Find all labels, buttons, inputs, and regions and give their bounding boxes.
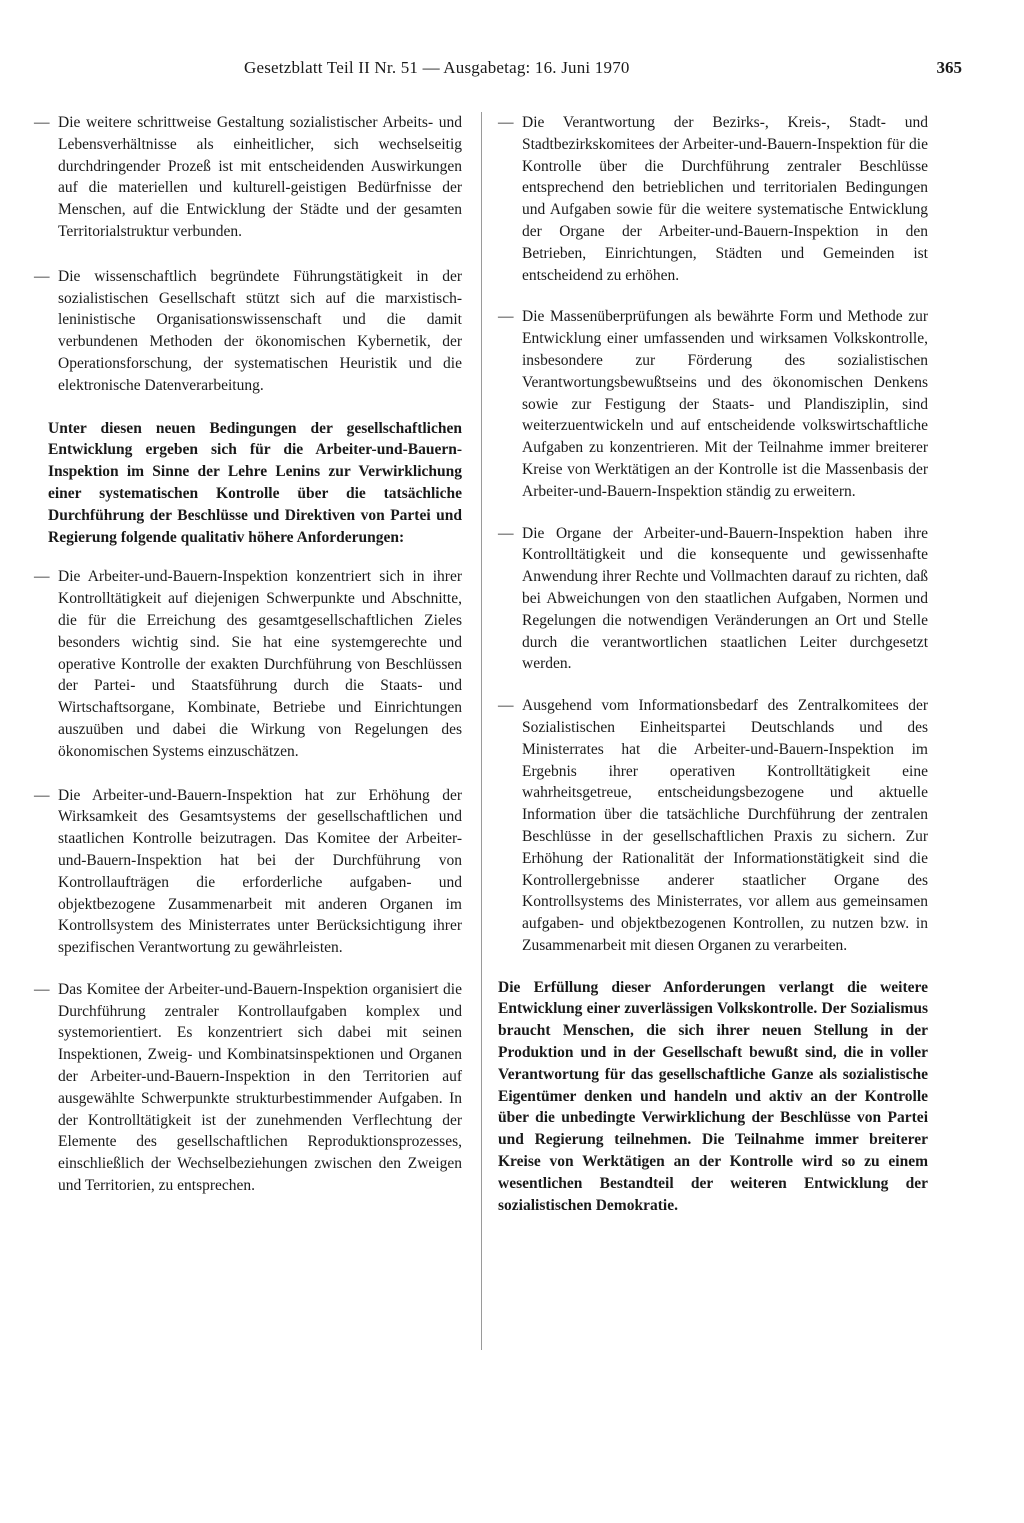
list-item: [34, 979, 462, 1197]
dash-bullet: —: [34, 786, 50, 804]
list-item: [498, 523, 928, 676]
bold-paragraph: Die Erfüllung dieser Anforderungen verlangt die weitere Entwicklung einer zuverlässigen Volkskontrolle. Der Sozialismus braucht Menschen, die sich ihrer neuen Stellung in der Produktion und in der Gesellschaft bewußt sind, die in voller Verantwortung für das gesellschaftliche Ganze als sozialistische Eigentümer denken und handeln und aktiv an der Kontrolle über die unbedingte Verwirklichung der Beschlüsse von Partei und Regierung teilnehmen. Die Teilnahme immer breiterer Kreise von Werktätigen an der Kontrolle wird so zu einem wesentlichen Bestandteil der weiteren Entwicklung der sozialistischen Demokratie.: [498, 978, 928, 1214]
list-item: [34, 112, 462, 243]
list-item: [498, 695, 928, 957]
dash-bullet: —: [498, 114, 514, 131]
left-column: [34, 112, 462, 1197]
list-item-text: Ausgehend vom Informationsbedarf des Zentralkomitees der Sozialistischen Einheitspartei Deutschlands und des Ministerrates hat die Arbeiter-und-Bauern-Inspektion im Ergebnis ihrer operativen Kontrolltätigkeit eine wahrheitsgetreue, entscheidungsbezogene und aktuelle Information über die tatsächliche Durchführung der zentralen Beschlüsse in der gesellschaftlichen Praxis zu sichern. Zur Erhöhung der Rationalität der Informationstätigkeit sind die Kontrollergebnisse anderer staatlicher Organe des Kontrollsystems des Ministerrates, vor allem aus gemeinsamen aufgaben- und objektbezogenen Kontrollen, zu nutzen bzw. in Zusammenarbeit mit diesen Organen zu verarbeiten.: [522, 697, 928, 954]
bold-paragraph: Unter diesen neuen Bedingungen der gesellschaftlichen Entwicklung ergeben sich für die Arbeiter-und-Bauern-Inspektion im Sinne der Lehre Lenins zur Verwirklichung einer systematischen Kontrolle über die tatsächliche Durchführung der Beschlüsse und Direktiven von Partei und Regierung folgende qualitativ höhere Anforderungen:: [48, 419, 462, 546]
running-header-title: Gesetzblatt Teil II Nr. 51 — Ausgabetag: 16. Juni 1970: [244, 58, 630, 77]
list-item: [498, 112, 928, 286]
list-item: [34, 785, 462, 959]
dash-bullet: —: [34, 267, 50, 285]
list-item-text: Die Verantwortung der Bezirks-, Kreis-, Stadt- und Stadtbezirkskomitees der Arbeiter-und-Bauern-Inspektion für die Kontrolle über die Durchführung zentraler Beschlüsse entsprechend den betrieblichen und territorialen Bedingungen und Aufgaben sowie für die weitere systematische Entwicklung der Organe der Arbeiter-und-Bauern-Inspektion in den Betrieben, Einrichtungen, Städten und Gemeinden ist entscheidend zu erhöhen.: [522, 114, 928, 284]
list-item-text: Die weitere schrittweise Gestaltung sozialistischer Arbeits- und Lebensverhältnisse als einheitlicher, sich wechselseitig durchdringender Prozeß ist mit entscheidenden Auswirkungen auf die materiellen und kulturell-geistigen Bedürfnisse der Menschen, auf die Entwicklung der Städte und der gesamten Territorialstruktur verbunden.: [58, 114, 462, 240]
page-number: 365: [936, 58, 962, 77]
list-item-text: Die Arbeiter-und-Bauern-Inspektion hat zur Erhöhung der Wirksamkeit des Gesamtsystems der gesellschaftlichen und staatlichen Kontrolle beizutragen. Das Komitee der Arbeiter-und-Bauern-Inspektion hat bei der Durchführung von Kontrollaufträgen die erforderliche aufgaben- und objektbezogene Zusammenarbeit mit anderen Organen im Kontrollsystem des Ministerrates unter Berücksichtigung ihrer spezifischen Verantwortung zu gewährleisten.: [58, 786, 462, 957]
dash-bullet: —: [34, 980, 50, 998]
list-item-text: Das Komitee der Arbeiter-und-Bauern-Inspektion organisiert die Durchführung zentraler Kontrollaufgaben komplex und systemorientiert. Es konzentriert sich dabei mit seinen Inspektionen, Zweig- und Kombinatsinspektionen und Organen der Arbeiter-und-Bauern-Inspektion in den Territorien auf ausgewählte Schwerpunkte strukturbestimmender Aufgaben. In der Kontrolltätigkeit ist der zunehmenden Verflechtung der Elemente des gesellschaftlichen Reproduktionsprozesses, einschließlich der Wechselbeziehungen zwischen den Zweigen und Territorien, zu entsprechen.: [58, 980, 462, 1195]
dash-bullet: —: [498, 524, 514, 542]
dash-bullet: —: [34, 114, 50, 131]
list-item: [34, 566, 462, 762]
list-item-text: Die wissenschaftlich begründete Führungstätigkeit in der sozialistischen Gesellschaft stützt sich auf die marxistisch-leninistische Organisationswissenschaft und die damit verbundenen Methoden der ökonomischen Kybernetik, der Operationsforschung, der systematischen Heuristik und die elektronische Datenverarbeitung.: [58, 267, 462, 394]
dash-bullet: —: [34, 568, 50, 586]
list-item: [498, 306, 928, 502]
page-header: [36, 58, 960, 86]
list-item-text: Die Arbeiter-und-Bauern-Inspektion konzentriert sich in ihrer Kontrolltätigkeit auf diejenigen Schwerpunkte und Abschnitte, die für die Erreichung des gesamtgesellschaftlichen Zieles besonders wichtig sind. Sie hat eine systemgerechte und operative Kontrolle der exakten Durchführung von Beschlüssen der Partei- und Staatsführung durch die Staats- und Wirtschaftsorgane, Kombinate, Betriebe und Einrichtungen auszuüben und dabei die Wirkung von Regelungen des ökonomischen Systems einzuschätzen.: [58, 568, 462, 760]
dash-bullet: —: [498, 697, 514, 715]
list-item-text: Die Massenüberprüfungen als bewährte Form und Methode zur Entwicklung einer umfassenden und wirksamen Volkskontrolle, insbesondere zur Förderung des sozialistischen Verantwortungsbewußtseins und des ökonomischen Denkens sowie zur Festigung der Staats- und Plandisziplin, sind weiterzuentwickeln und auf entscheidende volkswirtschaftliche Aufgaben zu konzentrieren. Mit der Teilnahme immer breiterer Kreise von Werktätigen an der Kontrolle ist die Massenbasis der Arbeiter-und-Bauern-Inspektion ständig zu erweitern.: [522, 308, 928, 500]
column-divider: [481, 112, 482, 1350]
right-column: [498, 112, 928, 1216]
dash-bullet: —: [498, 308, 514, 326]
list-item: [34, 266, 462, 397]
list-item-text: Die Organe der Arbeiter-und-Bauern-Inspektion haben ihre Kontrolltätigkeit und die konsequente und gewissenhafte Anwendung ihrer Rechte und Vollmachten darauf zu richten, daß bei Abweichungen von den staatlichen Aufgaben, Normen und Regelungen die notwendigen Veränderungen an Ort und Stelle durch die verantwortlichen staatlichen Leiter durchgesetzt werden.: [522, 524, 928, 673]
